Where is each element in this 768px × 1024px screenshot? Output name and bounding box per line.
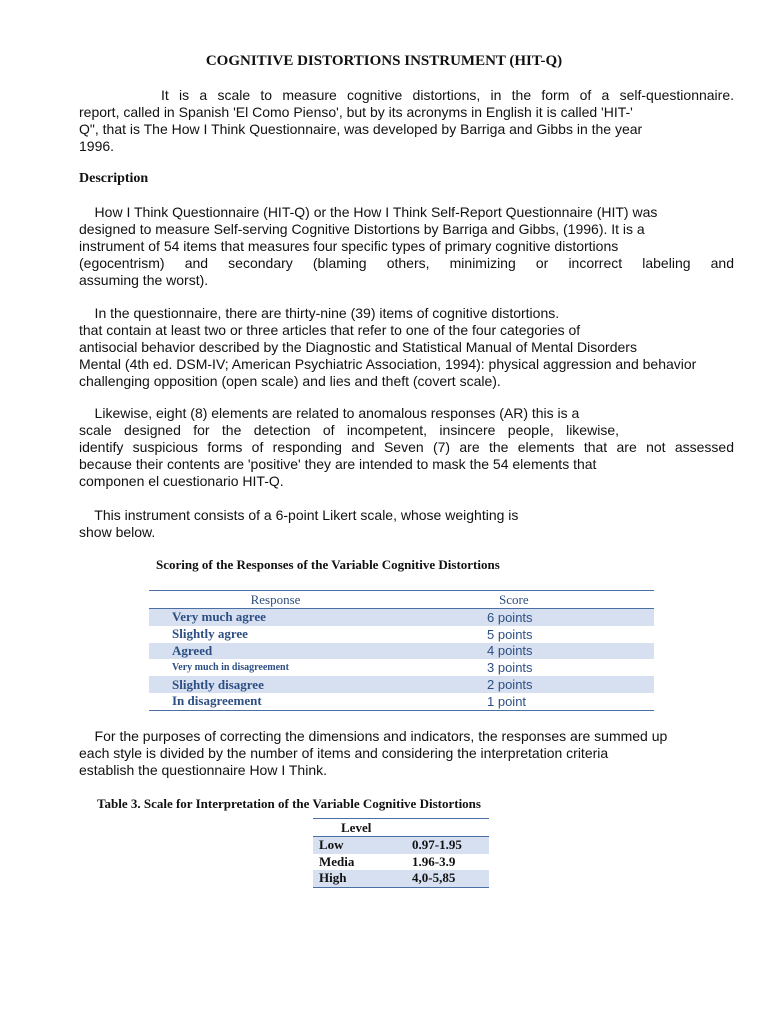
correction-paragraph — [79, 728, 734, 779]
description-line: (egocentrism) and secondary (blaming others, minimizing or incorrect labeling and — [79, 255, 734, 271]
questionnaire-line: In the questionnaire, there are thirty-nine (39) items of cognitive distortions. — [79, 305, 560, 321]
description-line: assuming the worst). — [79, 272, 209, 288]
likewise-line: componen el cuestionario HIT-Q. — [79, 473, 284, 489]
score-cell: 6 points — [402, 609, 654, 626]
likewise-line: because their contents are 'positive' they are intended to mask the 54 elements that — [79, 456, 597, 472]
questionnaire-line: challenging opposition (open scale) and lies and theft (covert scale). — [79, 373, 501, 389]
response-cell: In disagreement — [172, 693, 262, 709]
questionnaire-line: Mental (4th ed. DSM-IV; American Psychiatric Association, 1994): physical aggression and behavior — [79, 356, 697, 372]
range-cell: 4,0-5,85 — [412, 870, 489, 887]
description-line: designed to measure Self-serving Cognitive Distortions by Barriga and Gibbs, (1996). It is a — [79, 221, 645, 237]
correction-line: establish the questionnaire How I Think. — [79, 762, 327, 778]
correction-line: For the purposes of correcting the dimensions and indicators, the responses are summed up — [79, 728, 668, 744]
document-title: COGNITIVE DISTORTIONS INSTRUMENT (HIT-Q) — [205, 53, 563, 69]
questionnaire-line: that contain at least two or three articles that refer to one of the four categories of — [79, 322, 581, 338]
description-line: How I Think Questionnaire (HIT-Q) or the How I Think Self-Report Questionnaire (HIT) was — [79, 204, 658, 220]
range-cell: 1.96-3.9 — [412, 853, 456, 869]
table-row — [149, 609, 654, 626]
questionnaire-line: antisocial behavior described by the Diagnostic and Statistical Manual of Mental Disorders — [79, 339, 637, 355]
table-row — [313, 854, 489, 871]
description-paragraph — [79, 204, 734, 289]
response-cell: Slightly agree — [172, 626, 248, 642]
table-row — [149, 659, 654, 676]
score-cell: 3 points — [487, 660, 533, 676]
interpretation-header-row — [313, 819, 489, 837]
scoring-table-header-row — [149, 591, 654, 609]
intro-line: 1996. — [79, 138, 115, 154]
response-cell: Very much in disagreement — [172, 662, 289, 674]
table-row — [313, 837, 489, 854]
range-cell: 0.97-1.95 — [412, 837, 489, 854]
table-row — [149, 643, 654, 660]
scoring-table — [149, 590, 654, 711]
response-cell: Slightly disagree — [149, 676, 402, 693]
instrument-line: This instrument consists of a 6-point Likert scale, whose weighting is — [79, 507, 519, 523]
instrument-paragraph — [79, 507, 734, 541]
score-cell: 1 point — [487, 693, 527, 709]
intro-paragraph — [79, 87, 734, 155]
likewise-line: identify suspicious forms of responding and Seven (7) are the elements that are not assessed — [79, 439, 734, 455]
level-cell: High — [313, 870, 412, 887]
score-cell: 2 points — [402, 676, 654, 693]
response-cell: Agreed — [149, 643, 402, 660]
score-column-header: Score — [402, 591, 654, 609]
description-heading: Description — [79, 171, 149, 186]
level-column-header: Level — [313, 819, 489, 837]
intro-line: report, called in Spanish 'El Como Pienso', but by its acronyms in English it is called 'HIT-' — [79, 104, 633, 120]
scoring-table-caption: Scoring of the Responses of the Variable Cognitive Distortions — [156, 557, 500, 572]
description-line: instrument of 54 items that measures four specific types of primary cognitive distortions — [79, 238, 619, 254]
intro-line: It is a scale to measure cognitive distortions, in the form of a self-questionnaire. — [79, 87, 734, 103]
likewise-line: scale designed for the detection of incompetent, insincere people, likewise, — [79, 422, 619, 438]
table-row — [313, 870, 489, 887]
likewise-paragraph — [79, 405, 734, 490]
response-cell: Very much agree — [149, 609, 402, 626]
instrument-line: show below. — [79, 524, 156, 540]
likewise-line: Likewise, eight (8) elements are related to anomalous responses (AR) this is a — [79, 405, 580, 421]
intro-line: Q", that is The How I Think Questionnaire, was developed by Barriga and Gibbs in the year — [79, 121, 643, 137]
level-cell: Low — [313, 837, 412, 854]
score-cell: 4 points — [402, 643, 654, 660]
interpretation-table-caption: Table 3. Scale for Interpretation of the Variable Cognitive Distortions — [97, 796, 481, 811]
table-row — [149, 676, 654, 693]
level-cell: Media — [319, 853, 355, 869]
score-cell: 5 points — [487, 626, 533, 642]
table-row — [149, 693, 654, 710]
correction-line: each style is divided by the number of items and considering the interpretation criteria — [79, 745, 609, 761]
interpretation-table — [313, 818, 489, 888]
response-column-header: Response — [149, 591, 402, 609]
table-row — [149, 626, 654, 643]
questionnaire-paragraph — [79, 305, 734, 390]
